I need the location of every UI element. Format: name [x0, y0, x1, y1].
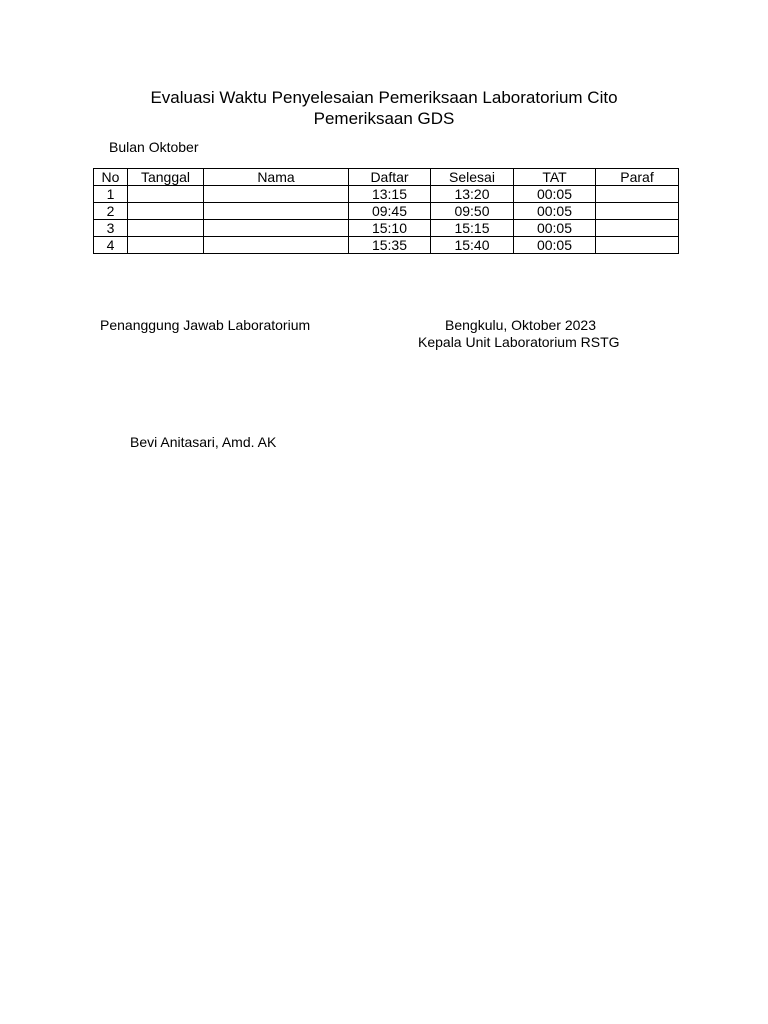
cell-daftar: 15:10	[349, 220, 431, 237]
evaluation-table	[93, 168, 679, 254]
table-row	[94, 220, 679, 237]
cell-paraf	[596, 237, 679, 254]
cell-tanggal	[128, 203, 204, 220]
month-label: Bulan Oktober	[109, 139, 199, 155]
document-title: Evaluasi Waktu Penyelesaian Pemeriksaan Laboratorium Cito	[150, 88, 618, 107]
cell-selesai: 15:15	[431, 220, 514, 237]
cell-selesai: 09:50	[431, 203, 514, 220]
cell-tat: 00:05	[514, 237, 596, 254]
cell-no: 4	[94, 237, 128, 254]
cell-no: 1	[94, 186, 128, 203]
cell-no: 2	[94, 203, 128, 220]
table-row	[94, 186, 679, 203]
cell-paraf	[596, 220, 679, 237]
header-selesai: Selesai	[431, 169, 514, 186]
cell-paraf	[596, 203, 679, 220]
cell-daftar: 15:35	[349, 237, 431, 254]
cell-nama	[204, 220, 349, 237]
header-no: No	[94, 169, 128, 186]
header-daftar: Daftar	[349, 169, 431, 186]
cell-paraf	[596, 186, 679, 203]
table-row	[94, 237, 679, 254]
header-tat: TAT	[514, 169, 596, 186]
cell-no: 3	[94, 220, 128, 237]
cell-tat: 00:05	[514, 220, 596, 237]
cell-daftar: 13:15	[349, 186, 431, 203]
cell-tat: 00:05	[514, 186, 596, 203]
cell-nama	[204, 186, 349, 203]
header-tanggal: Tanggal	[128, 169, 204, 186]
cell-tat: 00:05	[514, 203, 596, 220]
responsible-person-name: Bevi Anitasari, Amd. AK	[130, 434, 277, 450]
table-header-row	[94, 169, 679, 186]
cell-nama	[204, 237, 349, 254]
cell-selesai: 13:20	[431, 186, 514, 203]
table-row	[94, 203, 679, 220]
cell-tanggal	[128, 237, 204, 254]
cell-nama	[204, 203, 349, 220]
cell-tanggal	[128, 220, 204, 237]
responsible-person-role: Penanggung Jawab Laboratorium	[100, 317, 311, 333]
header-paraf: Paraf	[596, 169, 679, 186]
cell-selesai: 15:40	[431, 237, 514, 254]
cell-tanggal	[128, 186, 204, 203]
document-subtitle: Pemeriksaan GDS	[313, 109, 455, 128]
place-date: Bengkulu, Oktober 2023	[445, 317, 596, 333]
header-nama: Nama	[204, 169, 349, 186]
cell-daftar: 09:45	[349, 203, 431, 220]
unit-head-role: Kepala Unit Laboratorium RSTG	[418, 334, 620, 350]
